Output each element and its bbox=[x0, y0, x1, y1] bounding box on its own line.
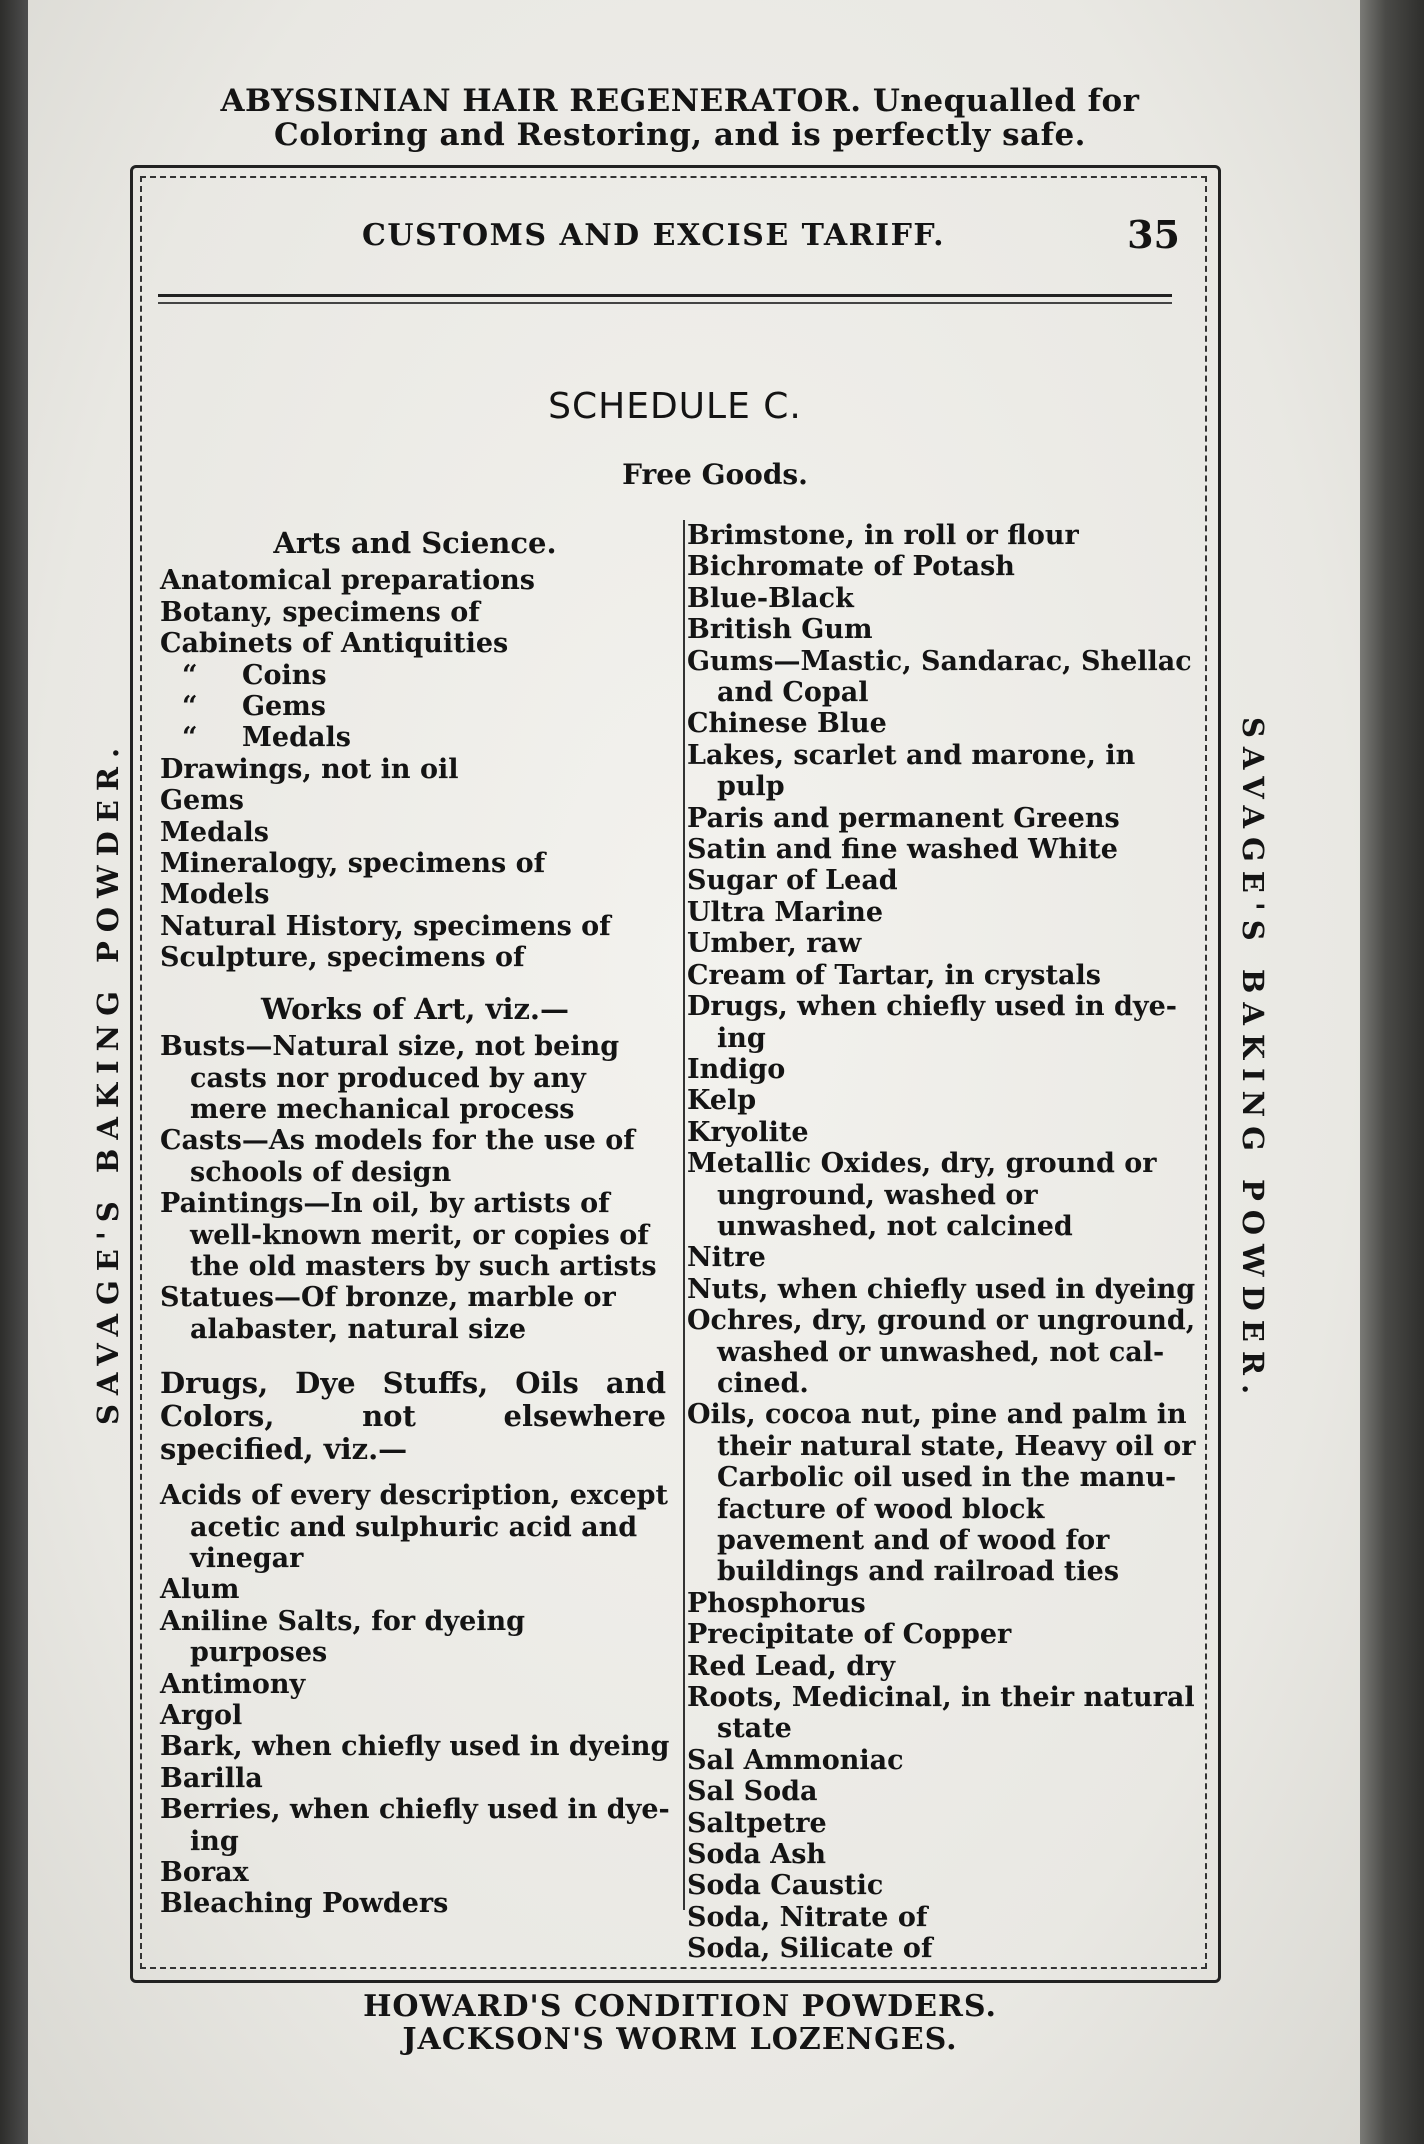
list-item: Paintings—In oil, by artists of well-known merit, or copies of the old masters by such artists bbox=[160, 1188, 657, 1282]
list-item: Sugar of Lead bbox=[687, 865, 898, 897]
list-item: Models bbox=[160, 879, 270, 911]
list-item: Drawings, not in oil bbox=[160, 753, 459, 785]
ditto-item-text: Coins bbox=[242, 659, 327, 691]
list-item: Antimony bbox=[160, 1668, 306, 1700]
list-item: Sculpture, specimens of bbox=[160, 942, 525, 974]
list-item: Satin and fine washed White bbox=[687, 834, 1118, 866]
list-item: Cream of Tartar, in crystals bbox=[687, 959, 1101, 991]
header-rule-thin bbox=[158, 302, 1172, 304]
running-title: CUSTOMS AND EXCISE TARIFF. bbox=[362, 218, 946, 253]
header-rule bbox=[158, 294, 1172, 297]
list-item: Soda Caustic bbox=[687, 1870, 884, 1902]
list-item bbox=[160, 660, 670, 691]
list-item bbox=[160, 722, 670, 753]
list-item: Soda, Silicate of bbox=[687, 1933, 933, 1965]
list-item: Busts—Natural size, not being casts nor produced by any mere mechanical process bbox=[160, 1031, 620, 1125]
list-item: Casts—As models for the use of schools of design bbox=[160, 1125, 635, 1188]
page-edge bbox=[1360, 0, 1424, 2144]
list-item: Barilla bbox=[160, 1762, 263, 1794]
top-ad-line-2: Coloring and Restoring, and is perfectly safe. bbox=[274, 117, 1086, 153]
list-item: Soda, Nitrate of bbox=[687, 1901, 928, 1933]
list-item: Kryolite bbox=[687, 1116, 809, 1148]
list-item: Kelp bbox=[687, 1085, 757, 1117]
list-item: Aniline Salts, for dyeing purposes bbox=[160, 1605, 526, 1669]
list-item: Cabinets of Antiquities bbox=[160, 628, 509, 660]
left-column bbox=[160, 522, 670, 1920]
list-item: British Gum bbox=[687, 614, 873, 646]
list-item: Saltpetre bbox=[687, 1807, 827, 1839]
top-ad-line-1: ABYSSINIAN HAIR REGENERATOR. Unequalled for bbox=[220, 83, 1140, 119]
side-advertisement-right: SAVAGE'S BAKING POWDER. bbox=[1236, 716, 1270, 1404]
list-item: Mineralogy, specimens of bbox=[160, 848, 546, 880]
list-item: Paris and permanent Greens bbox=[687, 802, 1120, 834]
bottom-ad-line-2: JACKSON'S WORM LOZENGES. bbox=[402, 2022, 958, 2057]
list-item: Botany, specimens of bbox=[160, 596, 480, 628]
list-item: Borax bbox=[160, 1857, 249, 1889]
list-item: Nitre bbox=[687, 1242, 766, 1274]
schedule-title: SCHEDULE C. bbox=[548, 386, 802, 427]
free-goods-heading: Free Goods. bbox=[622, 458, 808, 491]
list-item: Statues—Of bronze, marble or alabaster, natural size bbox=[160, 1282, 616, 1345]
list-item: Oils, cocoa nut, pine and palm in their natural state, Heavy oil or Carbolic oil used in the manu-facture of wood block pavement and of wood for buildings and railroad ties bbox=[687, 1399, 1196, 1588]
drugs-heading: Drugs, Dye Stuffs, Oils and Colors, not elsewhere specified, viz.— bbox=[160, 1366, 666, 1467]
works-of-art-heading: Works of Art, viz.— bbox=[260, 991, 570, 1026]
list-item: Sal Soda bbox=[687, 1776, 818, 1808]
list-item: Chinese Blue bbox=[687, 708, 887, 740]
right-list bbox=[687, 520, 1197, 1965]
ditto-mark: “ bbox=[182, 659, 198, 691]
list-item: Gems bbox=[160, 785, 245, 817]
ditto-mark: “ bbox=[182, 722, 198, 754]
list-item bbox=[160, 691, 670, 722]
list-item: Ochres, dry, ground or unground, washed or unwashed, not cal-cined. bbox=[687, 1305, 1196, 1399]
ditto-item-text: Medals bbox=[242, 722, 351, 754]
list-item: Anatomical preparations bbox=[160, 565, 535, 597]
list-item: Brimstone, in roll or flour bbox=[687, 520, 1079, 551]
page-number: 35 bbox=[1127, 212, 1180, 257]
arts-list bbox=[160, 565, 670, 659]
list-item: Bark, when chiefly used in dyeing bbox=[160, 1731, 670, 1763]
arts-science-heading: Arts and Science. bbox=[273, 526, 557, 560]
list-item: Phosphorus bbox=[687, 1587, 866, 1619]
list-item: Bleaching Powders bbox=[160, 1888, 449, 1920]
list-item: Gums—Mastic, Sandarac, Shellac and Copal bbox=[687, 645, 1192, 709]
top-advertisement bbox=[110, 84, 1250, 152]
running-header bbox=[150, 212, 1180, 262]
list-item: Acids of every description, except acetic and sulphuric acid and vinegar bbox=[160, 1480, 668, 1574]
list-item: Nuts, when chiefly used in dyeing bbox=[687, 1273, 1196, 1305]
list-item: Indigo bbox=[687, 1053, 786, 1085]
list-item: Precipitate of Copper bbox=[687, 1619, 1012, 1651]
bottom-ad-line-1: HOWARD'S CONDITION POWDERS. bbox=[363, 1989, 997, 2024]
list-item: Blue-Black bbox=[687, 582, 854, 614]
drugs-list bbox=[160, 1480, 670, 1920]
ditto-list bbox=[160, 660, 670, 754]
column-divider bbox=[683, 520, 685, 1910]
list-item: Medals bbox=[160, 816, 269, 848]
ditto-mark: “ bbox=[182, 691, 198, 723]
list-item: Red Lead, dry bbox=[687, 1650, 896, 1682]
list-item: Soda Ash bbox=[687, 1839, 827, 1871]
ditto-item-text: Gems bbox=[242, 691, 327, 723]
list-item: Lakes, scarlet and marone, in pulp bbox=[687, 739, 1136, 803]
list-item: Berries, when chiefly used in dye-ing bbox=[160, 1794, 670, 1857]
list-item: Natural History, specimens of bbox=[160, 910, 611, 942]
side-advertisement-left: SAVAGE'S BAKING POWDER. bbox=[91, 738, 125, 1426]
list-item: Bichromate of Potash bbox=[687, 551, 1015, 583]
works-list bbox=[160, 1031, 670, 1345]
list-item: Ultra Marine bbox=[687, 896, 884, 928]
list-item: Sal Ammoniac bbox=[687, 1744, 904, 1776]
list-item: Argol bbox=[160, 1700, 243, 1731]
right-column bbox=[687, 520, 1197, 1965]
list-item: Metallic Oxides, dry, ground or unground, washed or unwashed, not calcined bbox=[687, 1148, 1157, 1242]
arts-list-continued bbox=[160, 754, 670, 974]
bottom-advertisement bbox=[110, 1990, 1250, 2056]
list-item: Umber, raw bbox=[687, 928, 862, 960]
list-item: Drugs, when chiefly used in dye-ing bbox=[687, 991, 1177, 1054]
list-item: Alum bbox=[160, 1574, 240, 1606]
list-item: Roots, Medicinal, in their natural state bbox=[687, 1682, 1195, 1745]
